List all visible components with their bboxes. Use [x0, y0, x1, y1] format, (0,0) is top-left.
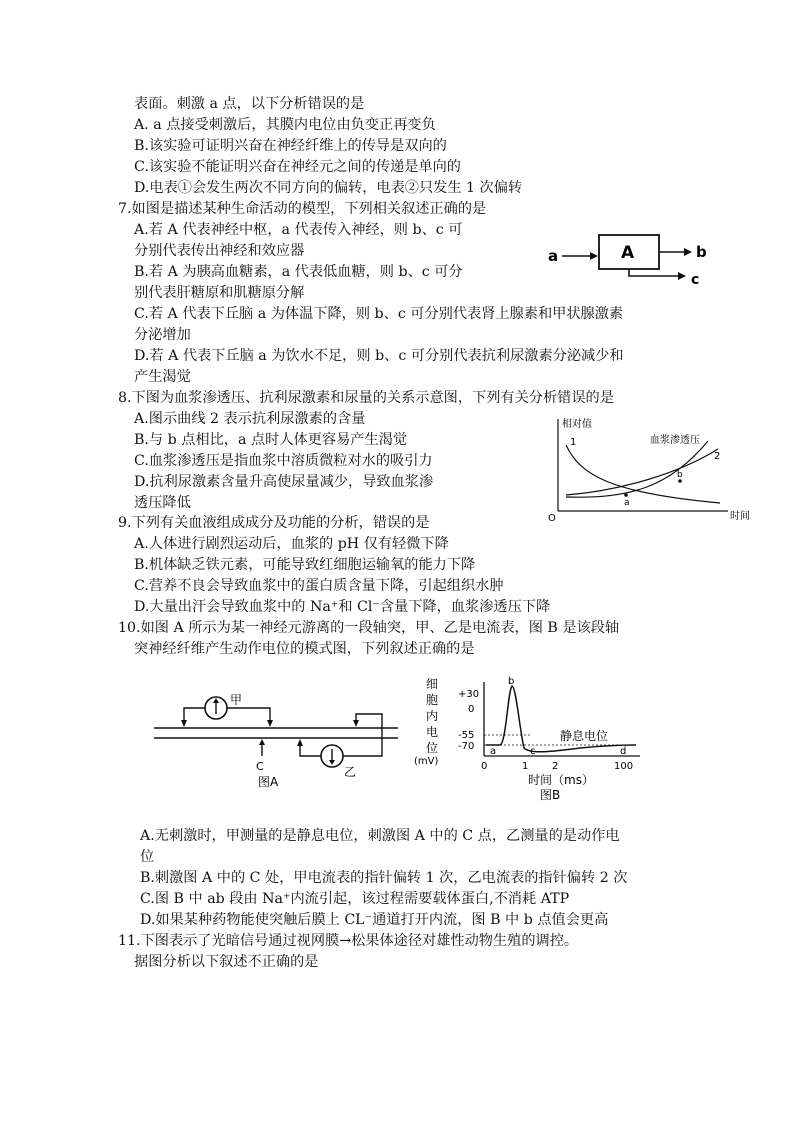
- figb-x-tick-2: 2: [552, 761, 559, 772]
- figb-point-b: b: [508, 676, 515, 687]
- q10-option-b: B.刺激图 A 中的 C 处，甲电流表的指针偏转 1 次，乙电流表的指针偏转 2 次: [140, 870, 628, 886]
- q7-model-diagram: [540, 226, 720, 288]
- point-c-label: C: [256, 760, 264, 773]
- figb-unit: (mV): [414, 756, 439, 767]
- q8-curve-2-label: 2: [714, 451, 721, 462]
- q7-arrowhead-b: [684, 248, 692, 256]
- q10-option-d: D.如果某种药物能使突触后膜上 CL⁻通道打开内流，图 B 中 b 点值会更高: [140, 912, 609, 928]
- q10-option-a-line1: A.无刺激时，甲测量的是静息电位，刺激图 A 中的 C 点，乙测量的是动作电: [140, 828, 620, 844]
- q6-stem-cont: 表面。刺激 a 点，以下分析错误的是: [134, 96, 365, 112]
- q9-option-a: A.人体进行剧烈运动后，血浆的 pH 仅有轻微下降: [134, 536, 449, 552]
- meter-jia-probe-left: [181, 720, 187, 727]
- q7-stem: 7.如图是描述某种生命活动的模型，下列相关叙述正确的是: [118, 201, 487, 217]
- q11-stem-line2: 据图分析以下叙述不正确的是: [134, 954, 319, 970]
- figb-ylabel-3: 内: [426, 709, 439, 723]
- figb-x-tick-100: 100: [614, 761, 634, 772]
- q8-option-b: B.与 b 点相比，a 点时人体更容易产生渴觉: [134, 432, 408, 448]
- q7-arrowhead-c: [678, 272, 686, 280]
- figb-point-a: a: [490, 746, 497, 757]
- figure-a-caption: 图A: [258, 775, 279, 789]
- figb-rest-label: 静息电位: [560, 729, 609, 743]
- figb-ylabel-2: 胞: [426, 693, 439, 707]
- q8-origin: O: [548, 513, 556, 524]
- q8-point-a-label: a: [624, 498, 630, 508]
- q7-option-a-line2: 分别代表传出神经和效应器: [134, 243, 305, 259]
- q8-curve-osmotic: [566, 441, 708, 497]
- q8-point-b-label: b: [677, 470, 683, 480]
- q7-option-d-line2: 产生渴觉: [134, 369, 191, 385]
- figb-point-d: d: [620, 746, 627, 757]
- meter-yi-probe-right: [353, 720, 359, 727]
- q7-option-a-line1: A.若 A 代表神经中枢，a 代表传入神经，则 b、c 可: [134, 222, 463, 238]
- q8-option-c: C.血浆渗透压是指血浆中溶质微粒对水的吸引力: [134, 453, 433, 469]
- q8-option-d-line2: 透压降低: [134, 495, 191, 511]
- q7-option-b-line1: B.若 A 为胰高血糖素，a 代表低血糖，则 b、c 可分: [134, 264, 463, 280]
- q8-stem: 8.下图为血浆渗透压、抗利尿激素和尿量的关系示意图，下列有关分析错误的是: [118, 390, 614, 406]
- q11-stem-line1: 11.下图表示了光暗信号通过视网膜→松果体途径对雄性动物生殖的调控。: [118, 933, 579, 949]
- meter-yi-probe-left: [297, 739, 303, 746]
- figb-tick-55: -55: [458, 730, 475, 741]
- figb-tick-30: +30: [458, 689, 480, 700]
- q9-option-d: D.大量出汗会导致血浆中的 Na⁺和 Cl⁻含量下降，血浆渗透压下降: [134, 599, 551, 615]
- q7-label-a: a: [548, 247, 559, 265]
- q10-option-a-line2: 位: [140, 849, 155, 865]
- figb-ylabel-4: 电: [426, 725, 439, 739]
- q7-option-b-line2: 别代表肝糖原和肌糖原分解: [134, 285, 305, 301]
- q7-option-c-line1: C.若 A 代表下丘脑 a 为体温下降，则 b、c 可分别代表肾上腺素和甲状腺激素: [134, 306, 624, 322]
- figb-point-c: c: [530, 746, 536, 757]
- q10-option-c: C.图 B 中 ab 段由 Na⁺内流引起，该过程需要载体蛋白,不消耗 ATP: [140, 891, 570, 907]
- q7-arrow-c-line: [629, 269, 682, 276]
- q9-option-b: B.机体缺乏铁元素，可能导致红细胞运输氧的能力下降: [134, 557, 476, 573]
- q9-stem: 9.下列有关血液组成成分及功能的分析，错误的是: [118, 515, 430, 531]
- figb-x-tick-0: 0: [481, 761, 488, 772]
- q6-option-c: C.该实验不能证明兴奋在神经元之间的传递是单向的: [134, 159, 461, 175]
- q8-xlabel: 时间: [730, 511, 750, 522]
- q10-figure-a: [150, 690, 410, 790]
- q8-option-d-line1: D.抗利尿激素含量升高使尿量减少，导致血浆渗: [134, 474, 434, 490]
- q6-option-d: D.电表①会发生两次不同方向的偏转，电表②只发生 1 次偏转: [134, 180, 523, 196]
- figb-x-tick-1: 1: [522, 761, 529, 772]
- q8-curve-1-label: 1: [570, 437, 577, 448]
- figb-xlabel: 时间（ms）: [528, 773, 594, 787]
- meter-yi-label: 乙: [344, 765, 357, 779]
- figb-ylabel-1: 细: [426, 677, 439, 691]
- figb-tick-70: -70: [458, 741, 475, 752]
- q7-option-d-line1: D.若 A 代表下丘脑 a 为饮水不足，则 b、c 可分别代表抗利尿激素分泌减少和: [134, 348, 624, 364]
- q6-option-a: A. a 点接受刺激后，其膜内电位由负变正再变负: [134, 117, 436, 133]
- q7-label-c: c: [691, 272, 700, 288]
- figb-tick-0: 0: [468, 704, 475, 715]
- q7-label-b: b: [696, 243, 707, 261]
- stimulus-c-arrowhead: [259, 739, 265, 745]
- figure-b-caption: 图B: [540, 788, 561, 802]
- q7-arrowhead-a: [590, 252, 598, 260]
- q6-option-b: B.该实验可证明兴奋在神经纤维上的传导是双向的: [134, 138, 447, 154]
- q9-option-c: C.营养不良会导致血浆中的蛋白质含量下降，引起组织水肿: [134, 578, 504, 594]
- q8-option-a: A.图示曲线 2 表示抗利尿激素的含量: [134, 411, 366, 427]
- meter-jia-label: 甲: [230, 693, 243, 707]
- q10-stem-line1: 10.如图 A 所示为某一神经元游离的一段轴突，甲、乙是电流表，图 B 是该段轴: [118, 620, 620, 636]
- figb-ylabel-5: 位: [426, 741, 439, 755]
- q10-stem-line2: 突神经纤维产生动作电位的模式图，下列叙述正确的是: [134, 641, 475, 657]
- meter-jia-probe-right: [267, 720, 273, 727]
- q8-point-a: [624, 493, 628, 497]
- q10-figure-b: [410, 672, 660, 812]
- q8-chart: [540, 415, 760, 525]
- q7-option-c-line2: 分泌增加: [134, 327, 191, 343]
- q8-series-label: 血浆渗透压: [650, 435, 700, 446]
- q7-box-label: A: [621, 243, 635, 263]
- q8-ylabel: 相对值: [562, 419, 592, 430]
